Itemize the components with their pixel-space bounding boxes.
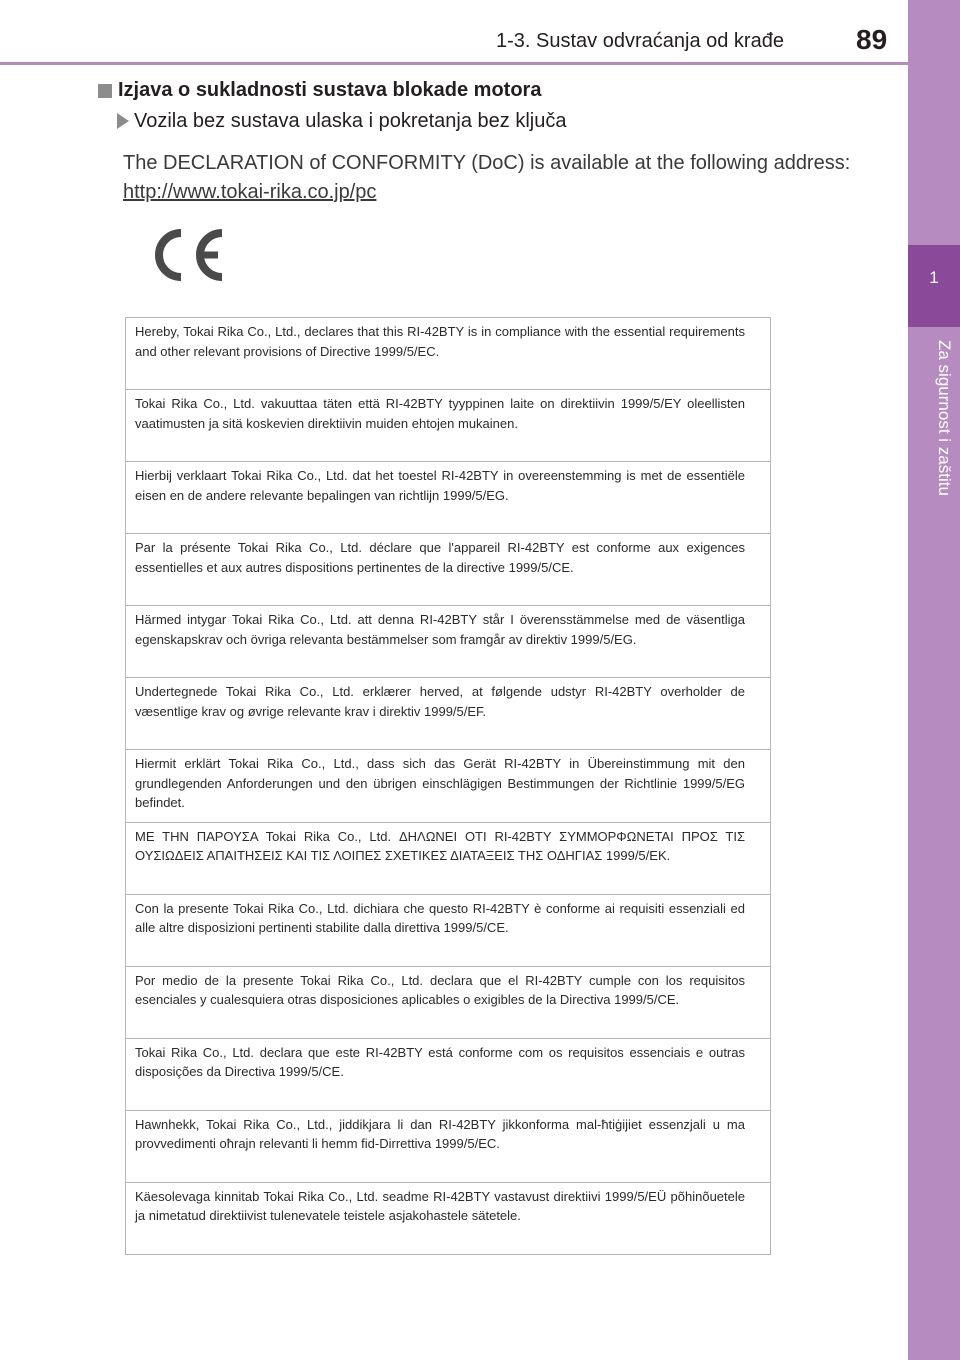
chapter-title: Za sigurnost i zaštitu xyxy=(935,340,954,496)
declaration-de: Hiermit erklärt Tokai Rika Co., Ltd., dass sich das Gerät RI-42BTY in Übereinstimmung mit den grundlegenden Anforderungen und den übrigen einschlägigen Bestimmungen der Richtlinie 1999/5/EG befindet. xyxy=(126,750,770,822)
doc-statement: The DECLARATION of CONFORMITY (DoC) is available at the following address: xyxy=(123,152,851,174)
declaration-da: Undertegnede Tokai Rika Co., Ltd. erklærer herved, at følgende udstyr RI-42BTY overholder de væsentlige krav og øvrige relevante krav i direktiv 1999/5/EF. xyxy=(126,678,770,750)
declaration-fi: Tokai Rika Co., Ltd. vakuuttaa täten että RI-42BTY tyyppinen laite on direktiivin 1999/5/EY oleellisten vaatimusten ja sitä koskevien direktiivin muiden ehtojen mukainen. xyxy=(126,390,770,462)
triangle-bullet-icon xyxy=(117,113,129,129)
page-number: 89 xyxy=(856,24,888,55)
declaration-sv: Härmed intygar Tokai Rika Co., Ltd. att denna RI-42BTY står I överensstämmelse med de väsentliga egenskapskrav och övriga relevanta bestämmelser som framgår av direktiv 1999/5/EG. xyxy=(126,606,770,678)
declarations-table xyxy=(125,317,771,1255)
side-tab-bar xyxy=(908,0,960,1360)
declaration-en: Hereby, Tokai Rika Co., Ltd., declares that this RI-42BTY is in compliance with the essential requirements and other relevant provisions of Directive 1999/5/EC. xyxy=(126,318,770,390)
declaration-fr: Par la présente Tokai Rika Co., Ltd. déclare que l'appareil RI-42BTY est conforme aux exigences essentielles et aux autres dispositions pertinentes de la directive 1999/5/CE. xyxy=(126,534,770,606)
declaration-mt: Hawnhekk, Tokai Rika Co., Ltd., jiddikjara li dan RI-42BTY jikkonforma mal-ħtiġijiet essenzjali u ma provvedimenti oħrajn relevanti li hemm fid-Dirrettiva 1999/5/EC. xyxy=(126,1111,770,1183)
section-heading: Izjava o sukladnosti sustava blokade motora xyxy=(118,79,542,101)
declaration-it: Con la presente Tokai Rika Co., Ltd. dichiara che questo RI-42BTY è conforme ai requisiti essenziali ed alle altre disposizioni pertinenti stabilite dalla direttiva 1999/5/CE. xyxy=(126,895,770,967)
subsection-heading: Vozila bez sustava ulaska i pokretanja bez ključa xyxy=(134,110,567,132)
declaration-et: Käesolevaga kinnitab Tokai Rika Co., Ltd. seadme RI-42BTY vastavust direktiivi 1999/5/EÜ põhinõuetele ja nimetatud direktiivist tulenevatele teistele asjakohastele sätetele. xyxy=(135,1188,745,1224)
header-rule xyxy=(0,62,908,65)
chapter-number: 1 xyxy=(929,268,939,287)
square-bullet-icon xyxy=(98,84,112,98)
doc-url-link[interactable]: http://www.tokai-rika.co.jp/pc xyxy=(123,181,377,203)
section-title: 1-3. Sustav odvraćanja od krađe xyxy=(496,30,784,52)
ce-mark-icon xyxy=(148,226,228,284)
declaration-el: ΜΕ ΤΗΝ ΠΑΡΟΥΣΑ Tokai Rika Co., Ltd. ΔΗΛΩΝΕΙ ΟΤΙ RI-42BTY ΣΥΜΜΟΡΦΩΝΕΤΑΙ ΠΡΟΣ ΤΙΣ ΟΥΣΙΩΔΕΙΣ ΑΠΑΙΤΗΣΕΙΣ ΚΑΙ ΤΙΣ ΛΟΙΠΕΣ ΣΧΕΤΙΚΕΣ ΔΙΑΤΑΞΕΙΣ ΤΗΣ ΟΔΗΓΙΑΣ 1999/5/ΕΚ. xyxy=(126,823,770,895)
declaration-nl: Hierbij verklaart Tokai Rika Co., Ltd. dat het toestel RI-42BTY in overeenstemming is met de essentiële eisen en de andere relevante bepalingen van richtlijn 1999/5/EG. xyxy=(126,462,770,534)
declaration-pt: Tokai Rika Co., Ltd. declara que este RI-42BTY está conforme com os requisitos essenciais e outras disposições da Directiva 1999/5/CE. xyxy=(126,1039,770,1111)
declaration-es: Por medio de la presente Tokai Rika Co., Ltd. declara que el RI-42BTY cumple con los requisitos esenciales y cualesquiera otras disposiciones aplicables o exigibles de la Directiva 1999/5/CE. xyxy=(126,967,770,1039)
